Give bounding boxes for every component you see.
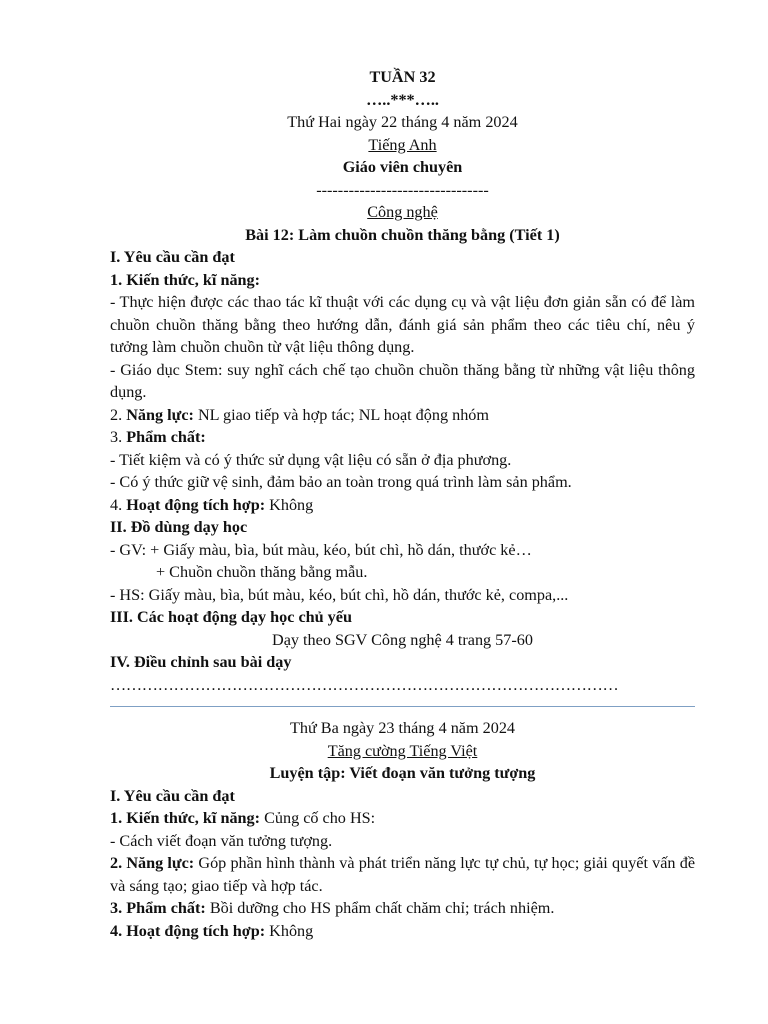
materials-teacher-2: + Chuồn chuồn thăng bằng mẫu. xyxy=(156,563,368,581)
tuesday-knowledge-label: 1. Kiến thức, kĩ năng: xyxy=(110,809,261,827)
integration-text: Không xyxy=(265,495,314,514)
materials-student: - HS: Giấy màu, bìa, bút màu, kéo, bút chì, hồ dán, thước kẻ, compa,... xyxy=(110,585,569,604)
tuesday-subsection-qualities xyxy=(110,897,695,920)
subject-technology: Công nghệ xyxy=(367,203,438,221)
tuesday-qualities-label: 3. Phẩm chất: xyxy=(110,899,206,917)
integration-label: Hoạt động tích hợp: xyxy=(126,495,266,514)
qualities-label: Phẩm chất: xyxy=(126,428,206,446)
tuesday-competence-text: Góp phần hình thành và phát triển năng lực tự chủ, tự học; giải quyết vấn đề và sáng tạo; giao tiếp và hợp tác. xyxy=(110,854,695,895)
tuesday-competence-label: 2. Năng lực: xyxy=(110,854,195,872)
tuesday-knowledge-item: - Cách viết đoạn văn tưởng tượng. xyxy=(110,831,333,850)
document-body xyxy=(110,66,695,942)
tuesday-integration-text: Không xyxy=(265,921,314,940)
tuesday-integration-label: 4. Hoạt động tích hợp: xyxy=(110,921,266,940)
competence-label: Năng lực: xyxy=(126,405,194,424)
monday-date: Thứ Hai ngày 22 tháng 4 năm 2024 xyxy=(287,113,518,131)
week-heading: TUẦN 32 xyxy=(369,68,436,86)
stars-separator: …..***….. xyxy=(366,90,439,109)
materials-teacher: - GV: + Giấy màu, bìa, bút màu, kéo, bút chì, hồ dán, thước kẻ… xyxy=(110,540,532,559)
tuesday-section-objectives: I. Yêu cầu cần đạt xyxy=(110,786,235,805)
quality-item-2: - Có ý thức giữ vệ sinh, đảm bảo an toàn trong quá trình làm sản phẩm. xyxy=(110,473,572,491)
activities-text: Dạy theo SGV Công nghệ 4 trang 57-60 xyxy=(272,630,533,649)
lesson-title: Bài 12: Làm chuồn chuồn thăng bằng (Tiết 1) xyxy=(245,225,560,244)
dash-divider: -------------------------------- xyxy=(316,180,489,199)
section-adjustment: IV. Điều chỉnh sau bài dạy xyxy=(110,653,292,671)
specialist-teacher: Giáo viên chuyên xyxy=(342,158,463,176)
tuesday-date: Thứ Ba ngày 23 tháng 4 năm 2024 xyxy=(289,719,516,737)
section-activities: III. Các hoạt động dạy học chủ yếu xyxy=(110,608,352,626)
subsection-competence: 2. Năng lực: NL giao tiếp và hợp tác; NL hoạt động nhóm xyxy=(110,405,489,424)
subject-english: Tiếng Anh xyxy=(368,135,437,154)
tuesday-subsection-knowledge xyxy=(110,807,695,830)
horizontal-rule xyxy=(110,706,695,707)
subject-vietnamese: Tăng cường Tiếng Việt xyxy=(327,741,478,760)
subsection-integration: 4. Hoạt động tích hợp: Không xyxy=(110,495,314,514)
dotted-line: …………………………………………………………………………………… xyxy=(110,675,619,694)
competence-text: NL giao tiếp và hợp tác; NL hoạt động nhóm xyxy=(193,405,489,424)
subsection-qualities: 3. Phẩm chất: xyxy=(110,428,206,446)
paragraph-stem: - Giáo dục Stem: suy nghĩ cách chế tạo chuồn chuồn thăng bằng từ những vật liệu thông dụng. xyxy=(110,360,695,401)
tuesday-lesson-title: Luyện tập: Viết đoạn văn tưởng tượng xyxy=(269,764,536,782)
section-objectives: I. Yêu cầu cần đạt xyxy=(110,248,235,266)
section-materials: II. Đồ dùng dạy học xyxy=(110,518,248,536)
tuesday-subsection-competence xyxy=(110,852,695,897)
tuesday-knowledge-text: Củng cố cho HS: xyxy=(260,809,376,827)
subsection-knowledge: 1. Kiến thức, kĩ năng: xyxy=(110,270,261,289)
quality-item-1: - Tiết kiệm và có ý thức sử dụng vật liệu có sẵn ở địa phương. xyxy=(110,450,512,469)
paragraph-knowledge: - Thực hiện được các thao tác kĩ thuật với các dụng cụ và vật liệu đơn giản sẵn có để làm chuồn chuồn thăng bằng theo hướng dẫn, đánh giá sản phẩm theo các tiêu chí, nêu ý tưởng làm chuồn chuồn từ vật liệu thông dụng. xyxy=(110,293,695,356)
tuesday-subsection-integration xyxy=(110,920,695,943)
tuesday-qualities-text: Bồi dưỡng cho HS phẩm chất chăm chỉ; trách nhiệm. xyxy=(205,899,555,917)
